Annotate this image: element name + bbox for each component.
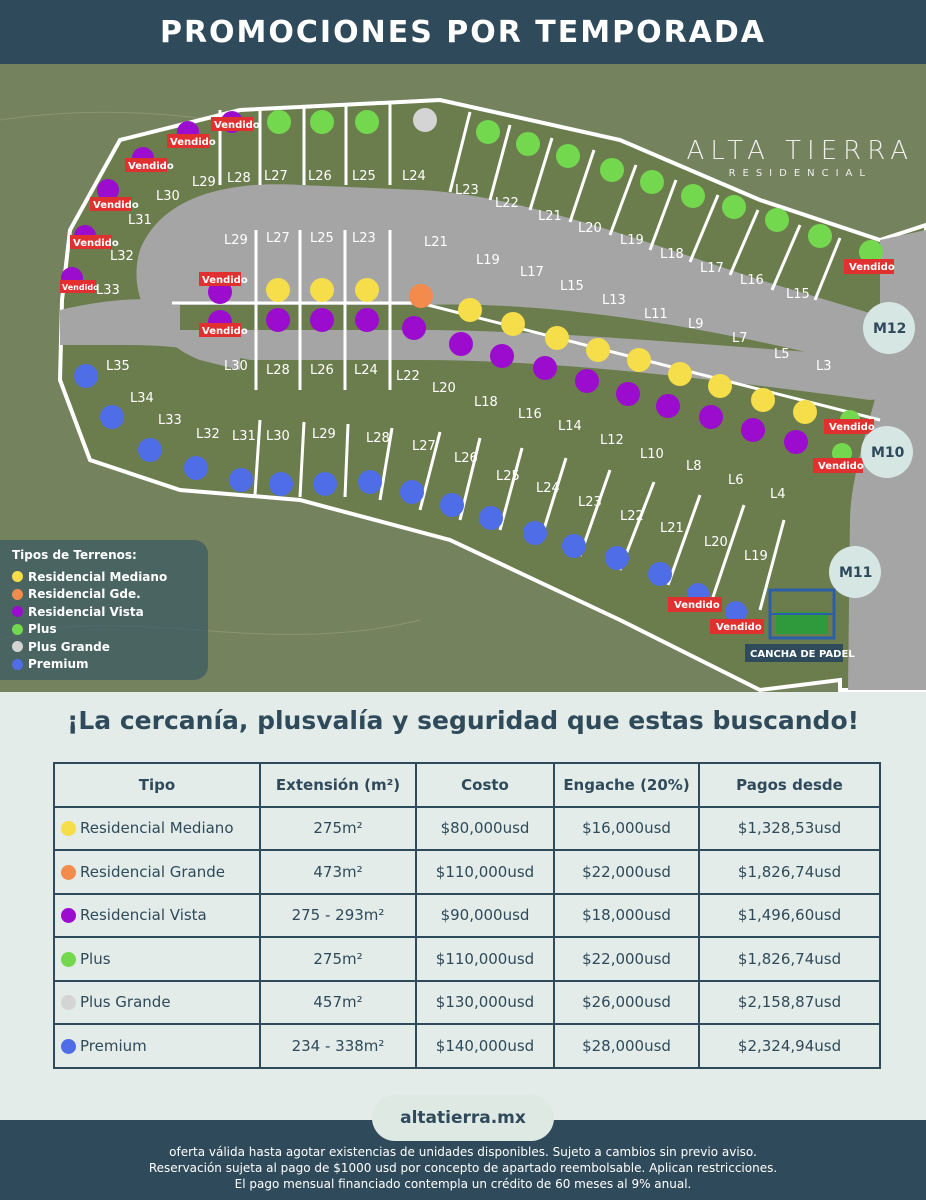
table-row [54, 937, 880, 981]
svg-text:L25: L25 [310, 231, 334, 246]
svg-text:CANCHA DE PADEL: CANCHA DE PADEL [750, 649, 855, 660]
type-label: Residencial Vista [80, 906, 207, 925]
svg-text:L31: L31 [128, 213, 152, 228]
svg-text:M10: M10 [871, 445, 905, 461]
legend-dot-icon [12, 641, 23, 652]
cell-pagos: $2,324,94usd [699, 1024, 880, 1068]
cell-enganche: $16,000usd [554, 807, 699, 851]
legend-label: Residencial Mediano [28, 569, 168, 584]
cell-enganche: $28,000usd [554, 1024, 699, 1068]
cell-enganche: $22,000usd [554, 937, 699, 981]
svg-text:L27: L27 [264, 169, 288, 184]
cell-costo: $90,000usd [416, 894, 554, 938]
svg-text:L20: L20 [704, 535, 728, 550]
type-dot-icon [61, 995, 76, 1010]
website-link[interactable]: altatierra.mx [372, 1095, 554, 1141]
cell-pagos: $1,826,74usd [699, 850, 880, 894]
brand-logo [687, 136, 914, 179]
legend-dot-icon [12, 589, 23, 600]
svg-text:L24: L24 [402, 169, 426, 184]
svg-text:L26: L26 [454, 451, 478, 466]
cell-costo: $130,000usd [416, 981, 554, 1025]
svg-text:Vendido: Vendido [73, 238, 119, 249]
svg-text:L21: L21 [660, 521, 684, 536]
svg-text:Vendido: Vendido [202, 275, 248, 286]
svg-text:L21: L21 [424, 235, 448, 250]
type-label: Plus Grande [80, 993, 171, 1012]
col-costo: Costo [416, 763, 554, 807]
legend-label: Plus Grande [28, 639, 110, 654]
svg-text:L24: L24 [354, 363, 378, 378]
svg-text:Vendido: Vendido [62, 283, 99, 292]
legend-dot-icon [12, 606, 23, 617]
table-header-row [54, 763, 880, 807]
cell-tipo [54, 1024, 260, 1068]
header-banner [0, 0, 926, 64]
svg-text:L19: L19 [476, 253, 500, 268]
svg-text:L18: L18 [474, 395, 498, 410]
svg-text:L10: L10 [640, 447, 664, 462]
cell-costo: $140,000usd [416, 1024, 554, 1068]
svg-text:M11: M11 [839, 565, 873, 581]
col-pagos: Pagos desde [699, 763, 880, 807]
sold-tag-1: Vendido [214, 120, 260, 131]
svg-text:L32: L32 [110, 249, 134, 264]
cell-costo: $80,000usd [416, 807, 554, 851]
col-extension: Extensión (m²) [260, 763, 416, 807]
footer-line-2: Reservación sujeta al pago de $1000 usd por concepto de apartado reembolsable. Aplican restricciones. [148, 1161, 778, 1175]
svg-text:L6: L6 [728, 473, 744, 488]
svg-text:L7: L7 [732, 331, 748, 346]
svg-text:L11: L11 [644, 307, 668, 322]
svg-text:L20: L20 [432, 381, 456, 396]
table-row [54, 981, 880, 1025]
cell-pagos: $1,328,53usd [699, 807, 880, 851]
type-label: Plus [80, 949, 111, 968]
svg-text:L30: L30 [266, 429, 290, 444]
svg-text:L15: L15 [786, 287, 810, 302]
svg-text:Vendido: Vendido [128, 161, 174, 172]
svg-text:L23: L23 [455, 183, 479, 198]
legend-dot-icon [12, 624, 23, 635]
svg-text:Vendido: Vendido [170, 137, 216, 148]
svg-text:L33: L33 [96, 283, 120, 298]
svg-text:L9: L9 [688, 317, 704, 332]
cell-extension: 275m² [260, 807, 416, 851]
svg-text:L21: L21 [538, 209, 562, 224]
svg-text:L35: L35 [106, 359, 130, 374]
legend-item [12, 568, 196, 586]
type-dot-icon [61, 865, 76, 880]
svg-text:L29: L29 [192, 175, 216, 190]
svg-text:L27: L27 [412, 439, 436, 454]
cell-enganche: $26,000usd [554, 981, 699, 1025]
col-tipo: Tipo [54, 763, 260, 807]
svg-text:L22: L22 [396, 369, 420, 384]
svg-text:L18: L18 [660, 247, 684, 262]
svg-text:Vendido: Vendido [716, 622, 762, 633]
svg-text:L23: L23 [352, 231, 376, 246]
cell-tipo [54, 807, 260, 851]
svg-text:L34: L34 [130, 391, 154, 406]
svg-text:L15: L15 [560, 279, 584, 294]
svg-text:Vendido: Vendido [93, 200, 139, 211]
table-row [54, 1024, 880, 1068]
page-title: PROMOCIONES POR TEMPORADA [159, 14, 767, 50]
cell-extension: 234 - 338m² [260, 1024, 416, 1068]
legend-title: Tipos de Terrenos: [12, 548, 137, 562]
svg-text:L26: L26 [308, 169, 332, 184]
legend-item [12, 603, 196, 621]
cell-costo: $110,000usd [416, 850, 554, 894]
svg-text:M12: M12 [873, 321, 907, 337]
svg-text:L26: L26 [310, 363, 334, 378]
type-dot-icon [61, 1039, 76, 1054]
svg-text:L5: L5 [774, 347, 790, 362]
cell-tipo [54, 850, 260, 894]
svg-text:Vendido: Vendido [674, 600, 720, 611]
svg-text:L23: L23 [578, 495, 602, 510]
svg-text:L12: L12 [600, 433, 624, 448]
svg-text:L16: L16 [740, 273, 764, 288]
svg-text:L17: L17 [520, 265, 544, 280]
brand-name: ALTA TIERRA [686, 136, 914, 166]
type-label: Residencial Grande [80, 862, 225, 881]
legend-label: Residencial Gde. [28, 587, 141, 602]
svg-text:Vendido: Vendido [849, 262, 895, 273]
cell-tipo [54, 937, 260, 981]
svg-text:Vendido: Vendido [202, 326, 248, 337]
svg-text:L28: L28 [366, 431, 390, 446]
legend-item [12, 621, 196, 639]
legend-label: Premium [28, 657, 89, 672]
cell-extension: 457m² [260, 981, 416, 1025]
svg-text:L20: L20 [578, 221, 602, 236]
cell-pagos: $2,158,87usd [699, 981, 880, 1025]
svg-text:L4: L4 [770, 487, 786, 502]
svg-text:L28: L28 [266, 363, 290, 378]
type-label: Premium [80, 1036, 147, 1055]
svg-text:L31: L31 [232, 429, 256, 444]
svg-text:L22: L22 [620, 509, 644, 524]
cell-costo: $110,000usd [416, 937, 554, 981]
legend-dot-icon [12, 659, 23, 670]
svg-text:L8: L8 [686, 459, 702, 474]
cell-extension: 275m² [260, 937, 416, 981]
brand-sub: RESIDENCIAL [728, 168, 872, 179]
svg-text:L14: L14 [558, 419, 582, 434]
svg-text:L13: L13 [602, 293, 626, 308]
cell-enganche: $18,000usd [554, 894, 699, 938]
type-dot-icon [61, 908, 76, 923]
svg-text:L16: L16 [518, 407, 542, 422]
cell-pagos: $1,826,74usd [699, 937, 880, 981]
svg-text:L30: L30 [156, 189, 180, 204]
footer-line-3: El pago mensual financiado contempla un crédito de 60 meses al 9% anual. [234, 1177, 692, 1191]
cell-extension: 473m² [260, 850, 416, 894]
svg-text:L29: L29 [224, 233, 248, 248]
svg-text:L24: L24 [536, 481, 560, 496]
svg-text:L33: L33 [158, 413, 182, 428]
legend-item [12, 638, 196, 656]
svg-text:L22: L22 [495, 196, 519, 211]
tagline: ¡La cercanía, plusvalía y seguridad que estas buscando! [66, 706, 860, 735]
svg-text:L25: L25 [352, 169, 376, 184]
type-dot-icon [61, 821, 76, 836]
svg-text:L28: L28 [227, 171, 251, 186]
legend-item [12, 656, 196, 674]
footer-line-1: oferta válida hasta agotar existencias de unidades disponibles. Sujeto a cambios sin previo aviso. [169, 1145, 757, 1159]
legend-label: Residencial Vista [28, 604, 144, 619]
svg-text:L29: L29 [312, 427, 336, 442]
type-dot-icon [61, 952, 76, 967]
svg-text:L27: L27 [266, 231, 290, 246]
svg-text:L19: L19 [620, 233, 644, 248]
cell-enganche: $22,000usd [554, 850, 699, 894]
svg-text:L17: L17 [700, 261, 724, 276]
table-row [54, 850, 880, 894]
svg-text:Vendido: Vendido [818, 461, 864, 472]
cell-extension: 275 - 293m² [260, 894, 416, 938]
svg-text:L25: L25 [496, 469, 520, 484]
svg-text:L3: L3 [816, 359, 832, 374]
col-enganche: Engache (20%) [554, 763, 699, 807]
type-label: Residencial Mediano [80, 819, 234, 838]
svg-text:L30: L30 [224, 359, 248, 374]
svg-text:L19: L19 [744, 549, 768, 564]
cell-tipo [54, 894, 260, 938]
legend-dot-icon [12, 571, 23, 582]
table-row [54, 807, 880, 851]
legend-label: Plus [28, 622, 57, 637]
table-row [54, 894, 880, 938]
cell-pagos: $1,496,60usd [699, 894, 880, 938]
legend-item [12, 586, 196, 604]
price-table [53, 762, 881, 1069]
svg-text:Vendido: Vendido [829, 422, 875, 433]
cell-tipo [54, 981, 260, 1025]
lot-type-legend [0, 540, 208, 680]
svg-text:L32: L32 [196, 427, 220, 442]
